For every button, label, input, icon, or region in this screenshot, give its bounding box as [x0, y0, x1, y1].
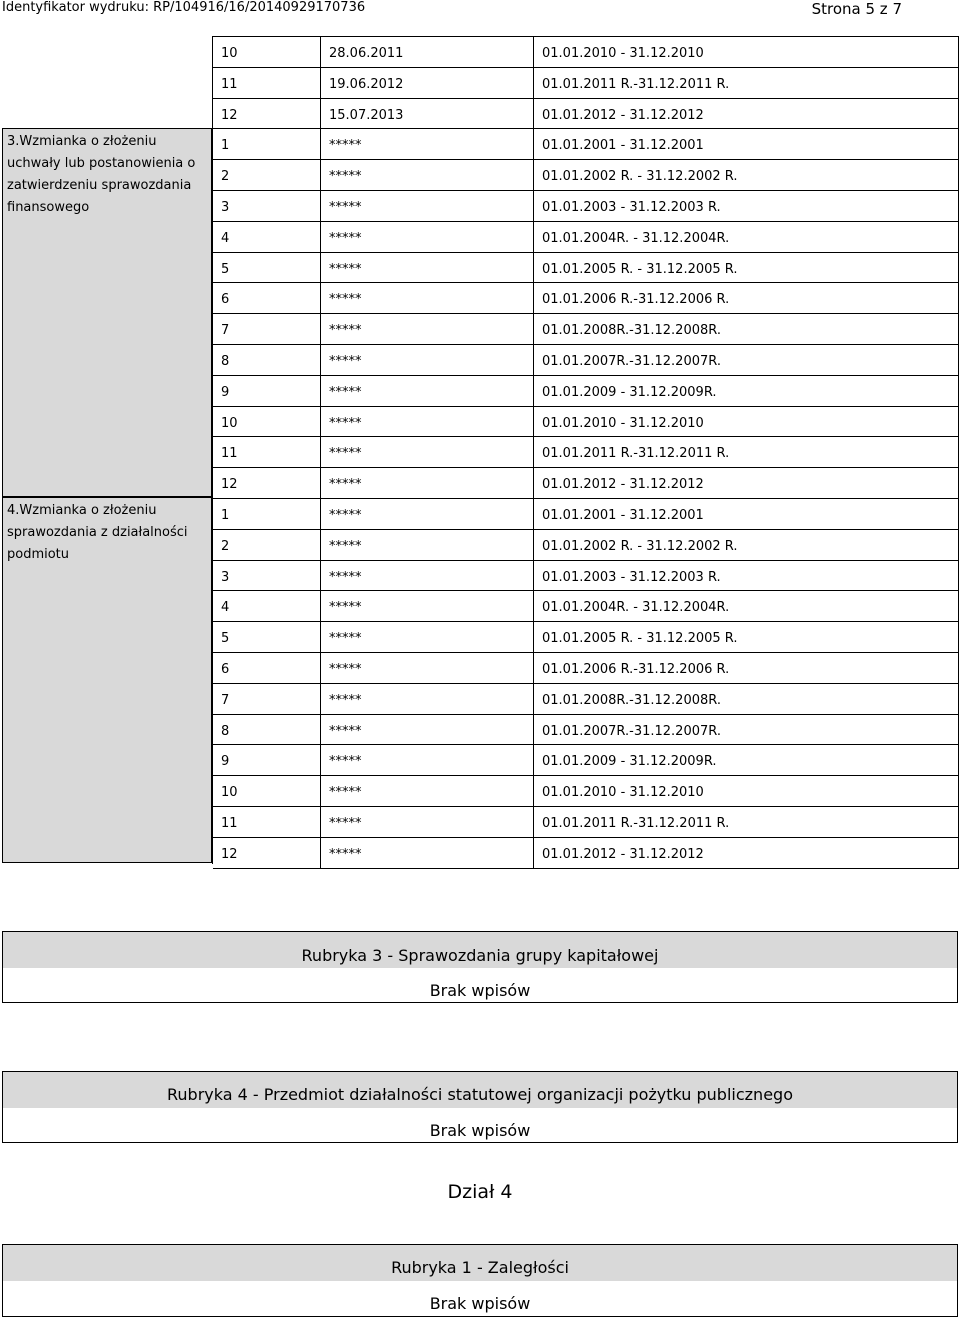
row-period: 01.01.2011 R.-31.12.2011 R.	[534, 807, 959, 838]
row-date: *****	[321, 314, 534, 345]
table-row	[213, 776, 959, 807]
row-number: 12	[213, 838, 321, 869]
section-3-label	[2, 128, 212, 497]
row-date: *****	[321, 283, 534, 314]
row-period: 01.01.2002 R. - 31.12.2002 R.	[534, 530, 959, 561]
row-number: 10	[213, 776, 321, 807]
row-period: 01.01.2001 - 31.12.2001	[534, 129, 959, 160]
row-period: 01.01.2008R.-31.12.2008R.	[534, 314, 959, 345]
row-number: 4	[213, 222, 321, 253]
table-row	[213, 684, 959, 715]
row-number: 7	[213, 684, 321, 715]
section-4-label	[2, 497, 212, 863]
row-number: 11	[213, 68, 321, 99]
entries-table	[212, 36, 959, 864]
row-number: 6	[213, 653, 321, 684]
dzial-heading: Dział 4	[447, 1181, 513, 1203]
row-period: 01.01.2003 - 31.12.2003 R.	[534, 191, 959, 222]
row-period: 01.01.2008R.-31.12.2008R.	[534, 684, 959, 715]
row-date: *****	[321, 253, 534, 284]
row-number: 2	[213, 530, 321, 561]
row-number: 8	[213, 345, 321, 376]
row-date: *****	[321, 838, 534, 869]
row-period: 01.01.2010 - 31.12.2010	[534, 776, 959, 807]
row-date: *****	[321, 129, 534, 160]
row-date: *****	[321, 376, 534, 407]
table-row	[213, 283, 959, 314]
row-date: *****	[321, 407, 534, 438]
table-row	[213, 407, 959, 438]
rubryka-3-title: Rubryka 3 - Sprawozdania grupy kapitałowej	[301, 946, 659, 965]
table-row	[213, 591, 959, 622]
row-date: *****	[321, 622, 534, 653]
table-row	[213, 807, 959, 838]
table-row	[213, 37, 959, 68]
row-date: *****	[321, 468, 534, 499]
row-number: 10	[213, 407, 321, 438]
row-number: 7	[213, 314, 321, 345]
table-row	[213, 376, 959, 407]
row-date: *****	[321, 437, 534, 468]
rubryka-4-body: Brak wpisów	[429, 1121, 531, 1140]
rubryka-1-body: Brak wpisów	[429, 1294, 531, 1313]
row-date: *****	[321, 530, 534, 561]
row-number: 9	[213, 745, 321, 776]
row-date: 19.06.2012	[321, 68, 534, 99]
row-period: 01.01.2006 R.-31.12.2006 R.	[534, 653, 959, 684]
row-number: 10	[213, 37, 321, 68]
row-number: 5	[213, 622, 321, 653]
row-number: 1	[213, 499, 321, 530]
table-row	[213, 99, 959, 130]
row-number: 3	[213, 561, 321, 592]
row-period: 01.01.2006 R.-31.12.2006 R.	[534, 283, 959, 314]
row-date: *****	[321, 222, 534, 253]
print-identifier: Identyfikator wydruku: RP/104916/16/20140929170736	[2, 0, 366, 15]
row-period: 01.01.2004R. - 31.12.2004R.	[534, 591, 959, 622]
row-period: 01.01.2005 R. - 31.12.2005 R.	[534, 622, 959, 653]
page-number: Strona 5 z 7	[811, 0, 902, 18]
rubryka-3	[2, 931, 958, 1003]
row-date: *****	[321, 745, 534, 776]
row-date: *****	[321, 653, 534, 684]
rubryka-1-title: Rubryka 1 - Zaległości	[391, 1258, 569, 1277]
table-row	[213, 745, 959, 776]
row-period: 01.01.2007R.-31.12.2007R.	[534, 715, 959, 746]
table-row	[213, 622, 959, 653]
row-number: 2	[213, 160, 321, 191]
rubryka-4-title: Rubryka 4 - Przedmiot działalności statutowej organizacji pożytku publicznego	[167, 1085, 793, 1104]
table-row	[213, 68, 959, 99]
row-number: 3	[213, 191, 321, 222]
row-period: 01.01.2010 - 31.12.2010	[534, 407, 959, 438]
table-row	[213, 437, 959, 468]
row-period: 01.01.2009 - 31.12.2009R.	[534, 376, 959, 407]
row-number: 1	[213, 129, 321, 160]
row-period: 01.01.2011 R.-31.12.2011 R.	[534, 437, 959, 468]
table-row	[213, 468, 959, 499]
row-date: *****	[321, 499, 534, 530]
row-date: 15.07.2013	[321, 99, 534, 130]
rubryka-3-body: Brak wpisów	[429, 981, 531, 1000]
row-number: 9	[213, 376, 321, 407]
table-row	[213, 191, 959, 222]
row-number: 12	[213, 99, 321, 130]
row-date: *****	[321, 160, 534, 191]
table-row	[213, 653, 959, 684]
row-period: 01.01.2005 R. - 31.12.2005 R.	[534, 253, 959, 284]
row-number: 11	[213, 807, 321, 838]
section-3-label-text: 3.Wzmianka o złożeniu uchwały lub postanowienia o zatwierdzeniu sprawozdania finansowego	[7, 134, 196, 215]
row-period: 01.01.2001 - 31.12.2001	[534, 499, 959, 530]
row-date: *****	[321, 191, 534, 222]
row-period: 01.01.2002 R. - 31.12.2002 R.	[534, 160, 959, 191]
row-period: 01.01.2012 - 31.12.2012	[534, 99, 959, 130]
table-row	[213, 345, 959, 376]
row-date: *****	[321, 807, 534, 838]
table-row	[213, 530, 959, 561]
row-number: 6	[213, 283, 321, 314]
table-row	[213, 499, 959, 530]
section-4-label-text: 4.Wzmianka o złożeniu sprawozdania z działalności podmiotu	[7, 503, 188, 562]
row-number: 5	[213, 253, 321, 284]
row-date: *****	[321, 715, 534, 746]
row-number: 11	[213, 437, 321, 468]
row-date: 28.06.2011	[321, 37, 534, 68]
rubryka-1	[2, 1244, 958, 1317]
row-number: 8	[213, 715, 321, 746]
row-period: 01.01.2012 - 31.12.2012	[534, 468, 959, 499]
row-period: 01.01.2012 - 31.12.2012	[534, 838, 959, 869]
row-date: *****	[321, 776, 534, 807]
table-row	[213, 314, 959, 345]
page-header	[0, 0, 960, 22]
table-row	[213, 129, 959, 160]
row-period: 01.01.2009 - 31.12.2009R.	[534, 745, 959, 776]
row-date: *****	[321, 684, 534, 715]
row-date: *****	[321, 591, 534, 622]
table-row	[213, 838, 959, 869]
rubryka-4	[2, 1071, 958, 1143]
table-row	[213, 222, 959, 253]
row-number: 12	[213, 468, 321, 499]
row-period: 01.01.2010 - 31.12.2010	[534, 37, 959, 68]
row-number: 4	[213, 591, 321, 622]
row-date: *****	[321, 345, 534, 376]
table-row	[213, 715, 959, 746]
table-row	[213, 561, 959, 592]
row-period: 01.01.2003 - 31.12.2003 R.	[534, 561, 959, 592]
row-period: 01.01.2011 R.-31.12.2011 R.	[534, 68, 959, 99]
table-row	[213, 160, 959, 191]
row-period: 01.01.2004R. - 31.12.2004R.	[534, 222, 959, 253]
row-period: 01.01.2007R.-31.12.2007R.	[534, 345, 959, 376]
row-date: *****	[321, 561, 534, 592]
table-row	[213, 253, 959, 284]
